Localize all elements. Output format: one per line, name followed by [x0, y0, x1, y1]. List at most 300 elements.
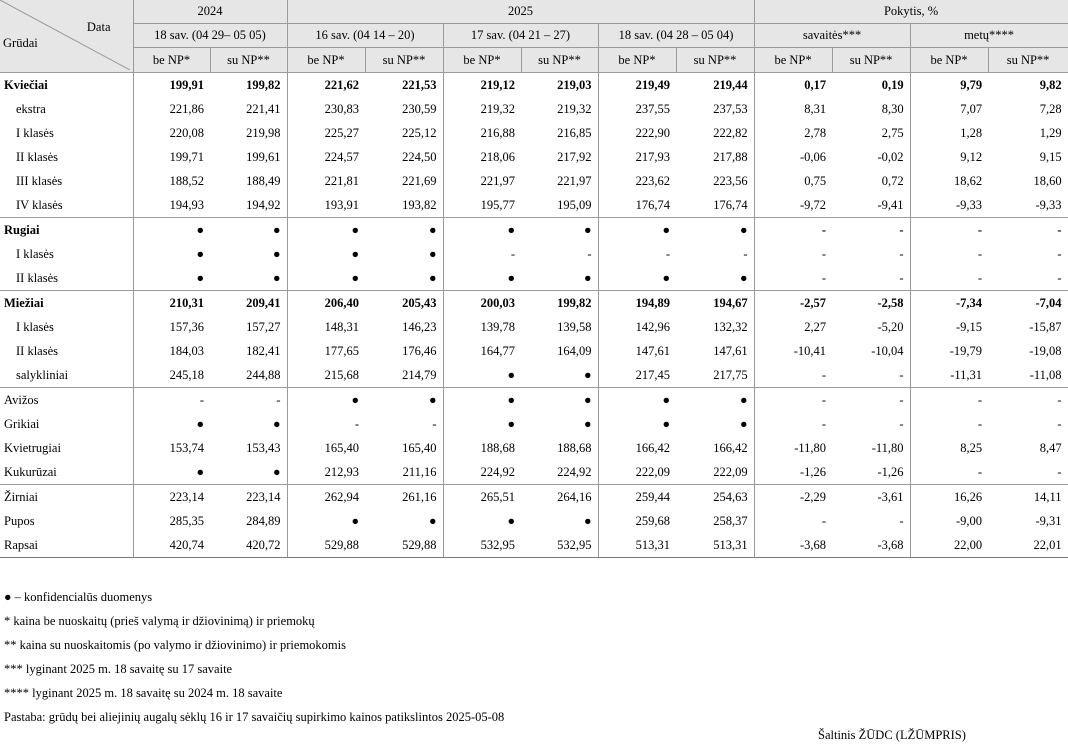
col-su-np: su NP**: [365, 48, 443, 73]
cell-value: -: [832, 388, 910, 413]
col-be-np: be NP*: [754, 48, 832, 73]
cell-value: 219,44: [676, 73, 754, 98]
cell-value: ●: [507, 367, 515, 382]
corner-grudai-label: Grūdai: [3, 36, 38, 50]
cell-value: 2,78: [804, 125, 827, 140]
col-su-np: su NP**: [210, 48, 287, 73]
table-row: [0, 266, 1068, 291]
week-header-2025-17: 17 sav. (04 21 – 27): [443, 24, 598, 48]
cell-value: 18,60: [988, 169, 1068, 193]
cell-value: 132,32: [676, 315, 754, 339]
cell-value: 258,37: [676, 509, 754, 533]
cell-value: 261,16: [365, 485, 443, 510]
cell-value: -: [676, 242, 754, 266]
footnote-be-np: * kaina be nuoskaitų (prieš valymą ir džiovinimą) ir priemokų: [4, 614, 315, 628]
cell-value: 216,85: [521, 121, 598, 145]
cell-value: 199,71: [169, 149, 204, 164]
cell-value: 532,95: [443, 533, 521, 558]
cell-value: 254,63: [676, 485, 754, 510]
cell-value: ●: [287, 218, 365, 243]
cell-value: -: [821, 513, 827, 528]
cell-value: -0,02: [832, 145, 910, 169]
cell-value: ●: [521, 412, 598, 436]
cell-value: 194,89: [598, 291, 676, 316]
cell-value: 8,47: [988, 436, 1068, 460]
week-header-2024-18: 18 sav. (04 29– 05 05): [133, 24, 287, 48]
cell-value: 222,09: [635, 464, 670, 479]
cell-value: -19,79: [949, 343, 983, 358]
cell-value: -: [821, 367, 827, 382]
cell-value: -1,26: [800, 464, 827, 479]
cell-value: -: [821, 416, 827, 431]
cell-value: 211,16: [365, 460, 443, 485]
table-row: [0, 218, 1068, 243]
table-body: [0, 73, 1068, 558]
cell-value: 194,92: [210, 193, 287, 218]
cell-value: 188,68: [480, 440, 515, 455]
cell-value: -2,29: [754, 485, 832, 510]
cell-value: -19,08: [988, 339, 1068, 363]
cell-value: 147,61: [635, 343, 670, 358]
col-be-np: be NP*: [598, 48, 676, 73]
cell-value: 9,15: [988, 145, 1068, 169]
row-label: ekstra: [0, 97, 133, 121]
cell-value: 1,28: [960, 125, 983, 140]
cell-value: 265,51: [443, 485, 521, 510]
table-row: [0, 121, 1068, 145]
cell-value: -: [832, 218, 910, 243]
cell-value: 217,88: [676, 145, 754, 169]
cell-value: 8,31: [804, 101, 827, 116]
cell-value: -: [910, 218, 988, 243]
cell-value: -11,80: [832, 436, 910, 460]
col-su-np: su NP**: [521, 48, 598, 73]
footnote-confidential: ● – konfidencialūs duomenys: [4, 590, 153, 604]
cell-value: -3,61: [832, 485, 910, 510]
cell-value: 147,61: [676, 339, 754, 363]
cell-value: 264,16: [521, 485, 598, 510]
cell-value: ●: [365, 266, 443, 291]
cell-value: 194,93: [169, 197, 204, 212]
table-row: [0, 363, 1068, 388]
cell-value: -: [521, 242, 598, 266]
cell-value: ●: [676, 388, 754, 413]
cell-value: 420,72: [210, 533, 287, 558]
yearly-change-header: metų****: [910, 24, 1068, 48]
cell-value: 237,53: [676, 97, 754, 121]
cell-value: 199,61: [210, 145, 287, 169]
cell-value: 157,27: [210, 315, 287, 339]
cell-value: ●: [210, 266, 287, 291]
cell-value: 22,01: [988, 533, 1068, 558]
year-2025-header: 2025: [287, 0, 754, 24]
cell-value: 262,94: [287, 485, 365, 510]
cell-value: ●: [676, 266, 754, 291]
cell-value: -: [821, 246, 827, 261]
table-row: [0, 291, 1068, 316]
cell-value: -: [832, 266, 910, 291]
cell-value: 223,14: [210, 485, 287, 510]
table-row: [0, 436, 1068, 460]
cell-value: 223,56: [676, 169, 754, 193]
cell-value: 210,31: [133, 291, 210, 316]
table-row: [0, 388, 1068, 413]
cell-value: -11,80: [794, 440, 827, 455]
cell-value: 164,09: [521, 339, 598, 363]
cell-value: -: [910, 388, 988, 413]
col-su-np: su NP**: [676, 48, 754, 73]
col-be-np: be NP*: [443, 48, 521, 73]
cell-value: ●: [662, 270, 670, 285]
cell-value: ●: [443, 218, 521, 243]
cell-value: 224,57: [324, 149, 359, 164]
cell-value: 259,44: [598, 485, 676, 510]
cell-value: ●: [598, 388, 676, 413]
row-label: Rugiai: [0, 218, 133, 243]
cell-value: 217,45: [635, 367, 670, 382]
cell-value: 199,82: [210, 73, 287, 98]
cell-value: 0,72: [832, 169, 910, 193]
cell-value: 217,93: [635, 149, 670, 164]
cell-value: ●: [210, 412, 287, 436]
cell-value: 195,77: [480, 197, 515, 212]
cell-value: -7,34: [910, 291, 988, 316]
cell-value: -9,41: [832, 193, 910, 218]
cell-value: -: [977, 270, 983, 285]
cell-value: 219,12: [443, 73, 521, 98]
cell-value: 176,74: [635, 197, 670, 212]
cell-value: 157,36: [169, 319, 204, 334]
table-row: [0, 315, 1068, 339]
cell-value: 188,68: [521, 436, 598, 460]
cell-value: -: [988, 218, 1068, 243]
table-row: [0, 242, 1068, 266]
cell-value: -: [832, 509, 910, 533]
cell-value: ●: [521, 363, 598, 388]
cell-value: -2,58: [832, 291, 910, 316]
footnotes: [4, 585, 504, 729]
cell-value: 259,68: [635, 513, 670, 528]
cell-value: 219,49: [598, 73, 676, 98]
cell-value: ●: [521, 509, 598, 533]
cell-value: -: [977, 464, 983, 479]
cell-value: 221,86: [169, 101, 204, 116]
table-row: [0, 169, 1068, 193]
cell-value: -10,04: [832, 339, 910, 363]
cell-value: 245,18: [169, 367, 204, 382]
footnote-weekly: *** lyginant 2025 m. 18 savaitę su 17 savaite: [4, 662, 233, 676]
cell-value: -: [133, 388, 210, 413]
col-su-np: su NP**: [832, 48, 910, 73]
cell-value: 200,03: [443, 291, 521, 316]
row-label: II klasės: [0, 266, 133, 291]
table-row: [0, 509, 1068, 533]
cell-value: -: [988, 412, 1068, 436]
cell-value: 219,32: [480, 101, 515, 116]
cell-value: 188,52: [169, 173, 204, 188]
cell-value: 420,74: [133, 533, 210, 558]
cell-value: 224,92: [521, 460, 598, 485]
cell-value: 195,09: [521, 193, 598, 218]
cell-value: -3,68: [754, 533, 832, 558]
cell-value: 153,43: [210, 436, 287, 460]
cell-value: 206,40: [287, 291, 365, 316]
cell-value: 532,95: [521, 533, 598, 558]
cell-value: -: [988, 266, 1068, 291]
cell-value: 223,14: [133, 485, 210, 510]
cell-value: -9,00: [956, 513, 983, 528]
cell-value: -15,87: [988, 315, 1068, 339]
cell-value: ●: [507, 416, 515, 431]
cell-value: 221,97: [521, 169, 598, 193]
cell-value: ●: [521, 266, 598, 291]
row-label: I klasės: [0, 121, 133, 145]
row-label: Grikiai: [0, 412, 133, 436]
cell-value: -9,15: [956, 319, 983, 334]
cell-value: 9,79: [910, 73, 988, 98]
cell-value: -9,31: [988, 509, 1068, 533]
cell-value: 217,75: [676, 363, 754, 388]
cell-value: ●: [521, 388, 598, 413]
row-label: Miežiai: [0, 291, 133, 316]
cell-value: 2,75: [832, 121, 910, 145]
cell-value: 188,49: [210, 169, 287, 193]
cell-value: -5,20: [832, 315, 910, 339]
cell-value: ●: [365, 388, 443, 413]
cell-value: 219,98: [210, 121, 287, 145]
cell-value: 7,28: [988, 97, 1068, 121]
footnote-yearly: **** lyginant 2025 m. 18 savaitę su 2024 m. 18 savaite: [4, 686, 283, 700]
cell-value: 209,41: [210, 291, 287, 316]
cell-value: 14,11: [988, 485, 1068, 510]
table-row: [0, 193, 1068, 218]
cell-value: 22,00: [910, 533, 988, 558]
cell-value: 193,82: [365, 193, 443, 218]
cell-value: -: [354, 416, 359, 431]
cell-value: 165,40: [365, 436, 443, 460]
cell-value: ●: [676, 412, 754, 436]
cell-value: 218,06: [480, 149, 515, 164]
cell-value: -2,57: [754, 291, 832, 316]
cell-value: 223,62: [635, 173, 670, 188]
cell-value: 285,35: [169, 513, 204, 528]
cell-value: ●: [196, 416, 204, 431]
cell-value: 139,58: [521, 315, 598, 339]
row-label: III klasės: [0, 169, 133, 193]
row-label: II klasės: [0, 145, 133, 169]
cell-value: ●: [196, 464, 204, 479]
cell-value: 513,31: [676, 533, 754, 558]
cell-value: 8,25: [960, 440, 983, 455]
cell-value: 2,27: [804, 319, 827, 334]
table-row: [0, 460, 1068, 485]
cell-value: ●: [351, 270, 359, 285]
cell-value: 148,31: [324, 319, 359, 334]
cell-value: 221,62: [287, 73, 365, 98]
row-label: I klasės: [0, 315, 133, 339]
cell-value: ●: [521, 218, 598, 243]
row-label: Pupos: [0, 509, 133, 533]
table-row: [0, 485, 1068, 510]
cell-value: -: [988, 242, 1068, 266]
cell-value: 215,68: [324, 367, 359, 382]
cell-value: -: [210, 388, 287, 413]
cell-value: 214,79: [365, 363, 443, 388]
cell-value: 225,27: [324, 125, 359, 140]
corner-header: [0, 0, 133, 73]
week-header-2025-16: 16 sav. (04 14 – 20): [287, 24, 443, 48]
cell-value: ●: [507, 513, 515, 528]
col-be-np: be NP*: [287, 48, 365, 73]
cell-value: 225,12: [365, 121, 443, 145]
cell-value: -7,04: [988, 291, 1068, 316]
cell-value: ●: [210, 460, 287, 485]
weekly-change-header: savaitės***: [754, 24, 910, 48]
cell-value: -: [510, 246, 515, 261]
cell-value: -: [988, 460, 1068, 485]
cell-value: 164,77: [480, 343, 515, 358]
cell-value: 222,90: [635, 125, 670, 140]
cell-value: -9,72: [800, 197, 827, 212]
cell-value: 220,08: [169, 125, 204, 140]
cell-value: 176,46: [365, 339, 443, 363]
table-row: [0, 73, 1068, 98]
row-label: IV klasės: [0, 193, 133, 218]
col-su-np: su NP**: [988, 48, 1068, 73]
cell-value: 284,89: [210, 509, 287, 533]
cell-value: -11,31: [950, 367, 983, 382]
cell-value: 7,07: [960, 101, 983, 116]
cell-value: ●: [210, 218, 287, 243]
cell-value: 0,19: [832, 73, 910, 98]
cell-value: 193,91: [324, 197, 359, 212]
row-label: I klasės: [0, 242, 133, 266]
table-row: [0, 533, 1068, 558]
cell-value: 176,74: [676, 193, 754, 218]
cell-value: 0,75: [804, 173, 827, 188]
cell-value: 224,50: [365, 145, 443, 169]
cell-value: 199,91: [133, 73, 210, 98]
cell-value: ●: [351, 513, 359, 528]
cell-value: -: [832, 363, 910, 388]
table-row: [0, 97, 1068, 121]
cell-value: 216,88: [480, 125, 515, 140]
cell-value: -: [977, 416, 983, 431]
cell-value: 237,55: [635, 101, 670, 116]
cell-value: 529,88: [287, 533, 365, 558]
cell-value: ●: [196, 270, 204, 285]
cell-value: ●: [196, 246, 204, 261]
cell-value: ●: [598, 218, 676, 243]
cell-value: -: [988, 388, 1068, 413]
cell-value: 146,23: [365, 315, 443, 339]
corner-data-label: Data: [86, 20, 111, 34]
row-label: Kviečiai: [0, 73, 133, 98]
cell-value: -9,33: [956, 197, 983, 212]
row-label: Avižos: [0, 388, 133, 413]
row-label: Rapsai: [0, 533, 133, 558]
cell-value: -: [365, 412, 443, 436]
cell-value: -: [665, 246, 670, 261]
cell-value: 153,74: [169, 440, 204, 455]
footnote-su-np: ** kaina su nuoskaitomis (po valymo ir džiovinimo) ir priemokomis: [4, 638, 346, 652]
cell-value: ●: [287, 388, 365, 413]
cell-value: 244,88: [210, 363, 287, 388]
corner-diagonal: [0, 0, 130, 70]
cell-value: 165,40: [324, 440, 359, 455]
source-credit: Šaltinis ŽŪDC (LŽŪMPRIS): [818, 728, 966, 742]
cell-value: ●: [365, 509, 443, 533]
table-row: [0, 339, 1068, 363]
cell-value: 194,67: [676, 291, 754, 316]
cell-value: 166,42: [635, 440, 670, 455]
cell-value: 212,93: [324, 464, 359, 479]
cell-value: 139,78: [480, 319, 515, 334]
cell-value: 221,53: [365, 73, 443, 98]
col-be-np: be NP*: [133, 48, 210, 73]
row-label: salykliniai: [0, 363, 133, 388]
cell-value: 199,82: [521, 291, 598, 316]
cell-value: 1,29: [988, 121, 1068, 145]
cell-value: ●: [507, 270, 515, 285]
cell-value: -: [832, 242, 910, 266]
week-header-2025-18: 18 sav. (04 28 – 05 04): [598, 24, 754, 48]
table-row: [0, 412, 1068, 436]
cell-value: 184,03: [169, 343, 204, 358]
row-label: II klasės: [0, 339, 133, 363]
cell-value: 221,97: [480, 173, 515, 188]
cell-value: 221,41: [210, 97, 287, 121]
row-label: Kukurūzai: [0, 460, 133, 485]
cell-value: 221,81: [324, 173, 359, 188]
cell-value: 16,26: [910, 485, 988, 510]
cell-value: 230,83: [324, 101, 359, 116]
cell-value: 513,31: [598, 533, 676, 558]
cell-value: ●: [210, 242, 287, 266]
cell-value: 222,82: [676, 121, 754, 145]
cell-value: ●: [351, 246, 359, 261]
cell-value: 166,42: [676, 436, 754, 460]
cell-value: ●: [662, 416, 670, 431]
table-row: [0, 145, 1068, 169]
cell-value: 18,62: [953, 173, 983, 188]
cell-value: -: [754, 388, 832, 413]
cell-value: -0,06: [800, 149, 827, 164]
cell-value: -9,33: [988, 193, 1068, 218]
cell-value: -3,68: [832, 533, 910, 558]
cell-value: 9,12: [960, 149, 983, 164]
cell-value: 142,96: [635, 319, 670, 334]
cell-value: ●: [133, 218, 210, 243]
footnote-remark: Pastaba: grūdų bei aliejinių augalų sėklų 16 ir 17 savaičių supirkimo kainos patikslintos 2025-05-08: [4, 710, 505, 724]
cell-value: ●: [676, 218, 754, 243]
cell-value: -10,41: [793, 343, 827, 358]
cell-value: 222,09: [676, 460, 754, 485]
cell-value: 0,17: [754, 73, 832, 98]
row-label: Žirniai: [0, 485, 133, 510]
cell-value: 230,59: [365, 97, 443, 121]
cell-value: -11,08: [988, 363, 1068, 388]
cell-value: ●: [443, 388, 521, 413]
cell-value: ●: [365, 242, 443, 266]
cell-value: 8,30: [832, 97, 910, 121]
row-label: Kvietrugiai: [0, 436, 133, 460]
cell-value: -: [754, 218, 832, 243]
cell-value: 182,41: [210, 339, 287, 363]
cell-value: -: [821, 270, 827, 285]
cell-value: -: [977, 246, 983, 261]
cell-value: 224,92: [480, 464, 515, 479]
